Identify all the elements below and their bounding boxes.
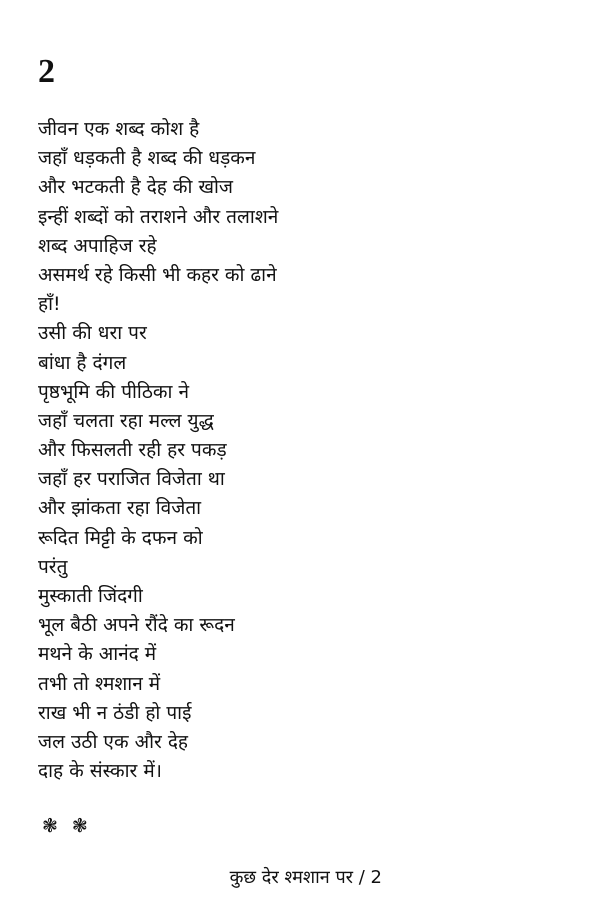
poem-number: 2 — [38, 53, 55, 90]
poem-line: जहाँ धड़कती है शब्द की धड़कन — [38, 147, 256, 170]
poem-line: रूदित मिट्टी के दफन को — [38, 526, 203, 549]
poem-line: मथने के आनंद में — [38, 643, 157, 666]
poem-line: और झांकता रहा विजेता — [38, 497, 202, 520]
poem-line: परंतु — [38, 555, 68, 578]
poem-line: जहाँ हर पराजित विजेता था — [38, 468, 225, 491]
poem-line: भूल बैठी अपने रौंदे का रूदन — [38, 614, 235, 637]
poem-line: इन्हीं शब्दों को तराशने और तलाशने — [38, 205, 279, 228]
poem-line: दाह के संस्कार में। — [38, 760, 162, 783]
poem-line: पृष्ठभूमि की पीठिका ने — [38, 380, 189, 403]
poem-line: तभी तो श्मशान में — [38, 672, 161, 695]
poem-line: और भटकती है देह की खोज — [38, 176, 234, 199]
poem-body — [38, 115, 568, 786]
poem-line: असमर्थ रहे किसी भी कहर को ढाने — [38, 263, 277, 286]
poem-line: राख भी न ठंडी हो पाई — [38, 701, 192, 724]
poem-line: जीवन एक शब्द कोश है — [38, 118, 200, 140]
poem-line: जहाँ चलता रहा मल्ल युद्ध — [38, 409, 214, 432]
poem-line: और फिसलती रही हर पकड़ — [38, 439, 227, 462]
poem-line: जल उठी एक और देह — [38, 730, 188, 753]
poem-line: बांधा है दंगल — [38, 351, 127, 374]
poem-line: हाँ! — [38, 293, 61, 316]
page-footer: कुछ देर श्मशान पर / 2 — [229, 867, 382, 888]
poem-line: मुस्काती जिंदगी — [38, 585, 143, 607]
poem-line: शब्द अपाहिज रहे — [38, 234, 157, 257]
section-ornament: ❃❃ — [42, 815, 102, 837]
poem-line: उसी की धरा पर — [38, 322, 147, 345]
